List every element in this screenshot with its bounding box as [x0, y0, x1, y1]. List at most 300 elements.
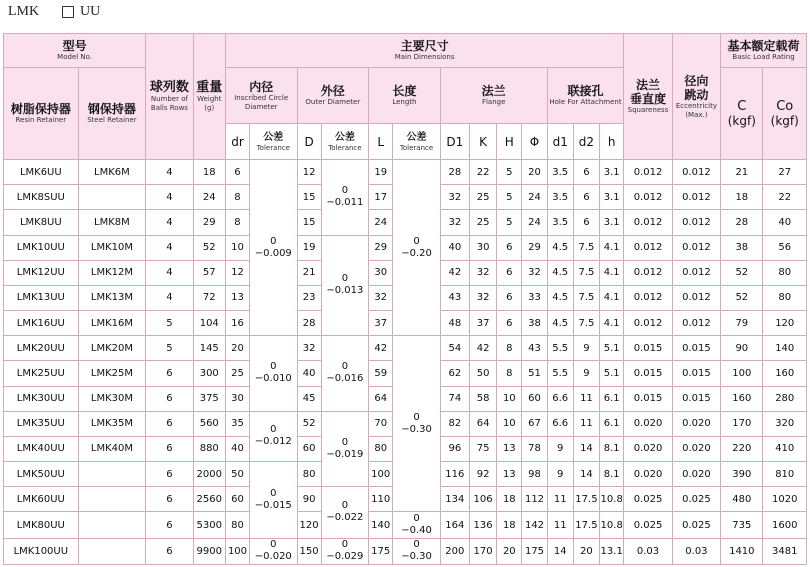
L-tolerance-cell: 0 −0.20	[393, 160, 440, 336]
squareness-cell: 0.015	[624, 361, 672, 386]
flange-K-cell: 136	[469, 512, 496, 538]
load-c-cell: 1410	[721, 538, 763, 564]
flange-K-cell: 37	[469, 311, 496, 336]
flange-D1-cell: 74	[440, 386, 469, 411]
model-no-header: 型号 Model No.	[4, 34, 146, 68]
dr-cell: 10	[225, 235, 249, 260]
D-tolerance-header: 公差 Tolerance	[321, 124, 368, 160]
load-c-cell: 79	[721, 311, 763, 336]
weight-cell: 5300	[193, 512, 225, 538]
table-row	[4, 538, 807, 564]
dr-cell: 100	[225, 538, 249, 564]
hole-d2-cell: 6	[573, 210, 599, 235]
weight-cell: 880	[193, 436, 225, 461]
hole-d2-symbol: d2	[573, 124, 599, 160]
squareness-cell: 0.03	[624, 538, 672, 564]
eccentricity-cell: 0.03	[672, 538, 720, 564]
steel-model-cell	[78, 538, 146, 564]
flange-K-cell: 25	[469, 210, 496, 235]
flange-D1-cell: 116	[440, 462, 469, 487]
balls-rows-cell: 6	[146, 361, 193, 386]
dr-cell: 60	[225, 487, 249, 512]
flange-H-cell: 13	[497, 462, 522, 487]
load-co-cell: 120	[763, 311, 807, 336]
weight-cell: 2560	[193, 487, 225, 512]
hole-d2-cell: 14	[573, 436, 599, 461]
flange-K-cell: 75	[469, 436, 496, 461]
hole-h-cell: 10.8	[600, 512, 624, 538]
D-cell: 52	[297, 411, 321, 436]
flange-K-cell: 32	[469, 285, 496, 310]
flange-H-cell: 5	[497, 185, 522, 210]
dr-cell: 16	[225, 311, 249, 336]
flange-K-cell: 106	[469, 487, 496, 512]
load-co-cell: 56	[763, 235, 807, 260]
D-cell: 40	[297, 361, 321, 386]
load-co-header: Co (kgf)	[763, 68, 807, 160]
load-co-cell: 1600	[763, 512, 807, 538]
squareness-cell: 0.025	[624, 512, 672, 538]
hole-h-cell: 5.1	[600, 361, 624, 386]
resin-model-cell: LMK8SUU	[4, 185, 79, 210]
weight-cell: 57	[193, 260, 225, 285]
flange-H-cell: 10	[497, 411, 522, 436]
flange-phi-cell: 38	[522, 311, 547, 336]
inner-diameter-header: 内径 Inscribed Circle Diameter	[225, 68, 297, 124]
flange-H-cell: 20	[497, 538, 522, 564]
hole-d1-cell: 3.5	[547, 160, 573, 185]
dr-tolerance-cell: 0 −0.020	[250, 538, 297, 564]
resin-model-cell: LMK100UU	[4, 538, 79, 564]
D-cell: 15	[297, 210, 321, 235]
steel-model-cell	[78, 487, 146, 512]
dr-cell: 40	[225, 436, 249, 461]
load-c-cell: 170	[721, 411, 763, 436]
eccentricity-cell: 0.020	[672, 436, 720, 461]
load-co-cell: 80	[763, 260, 807, 285]
hole-d1-cell: 9	[547, 462, 573, 487]
flange-H-cell: 6	[497, 285, 522, 310]
balls-rows-cell: 6	[146, 411, 193, 436]
load-c-cell: 21	[721, 160, 763, 185]
hole-d2-cell: 6	[573, 160, 599, 185]
hole-h-cell: 3.1	[600, 160, 624, 185]
balls-rows-cell: 4	[146, 285, 193, 310]
L-cell: 37	[369, 311, 393, 336]
dr-tolerance-header: 公差 Tolerance	[250, 124, 297, 160]
flange-H-cell: 18	[497, 487, 522, 512]
hole-d2-cell: 20	[573, 538, 599, 564]
main-dimensions-header: 主要尺寸 Main Dimensions	[225, 34, 623, 68]
hole-d2-cell: 7.5	[573, 235, 599, 260]
hole-d1-cell: 3.5	[547, 185, 573, 210]
flange-D1-cell: 48	[440, 311, 469, 336]
load-co-cell: 27	[763, 160, 807, 185]
hole-d2-cell: 7.5	[573, 260, 599, 285]
dr-cell: 20	[225, 336, 249, 361]
load-c-cell: 160	[721, 386, 763, 411]
hole-d2-cell: 7.5	[573, 311, 599, 336]
flange-H-cell: 10	[497, 386, 522, 411]
flange-D1-cell: 62	[440, 361, 469, 386]
eccentricity-cell: 0.020	[672, 411, 720, 436]
flange-header: 法兰 Flange	[440, 68, 547, 124]
D-cell: 21	[297, 260, 321, 285]
L-cell: 32	[369, 285, 393, 310]
squareness-cell: 0.012	[624, 210, 672, 235]
D-cell: 120	[297, 512, 321, 538]
load-c-cell: 390	[721, 462, 763, 487]
flange-phi-cell: 175	[522, 538, 547, 564]
resin-model-cell: LMK12UU	[4, 260, 79, 285]
flange-phi-cell: 29	[522, 235, 547, 260]
load-rating-header: 基本额定载荷 Basic Load Rating	[721, 34, 807, 68]
steel-model-cell: LMK16M	[78, 311, 146, 336]
steel-model-cell	[78, 185, 146, 210]
load-c-header: C (kgf)	[721, 68, 763, 160]
steel-model-cell: LMK35M	[78, 411, 146, 436]
flange-D1-cell: 32	[440, 210, 469, 235]
flange-K-cell: 92	[469, 462, 496, 487]
load-co-cell: 3481	[763, 538, 807, 564]
dr-cell: 8	[225, 185, 249, 210]
flange-H-symbol: H	[497, 124, 522, 160]
flange-K-cell: 58	[469, 386, 496, 411]
table-row	[4, 512, 807, 538]
steel-model-cell: LMK20M	[78, 336, 146, 361]
balls-rows-cell: 4	[146, 185, 193, 210]
L-tolerance-cell: 0 −0.30	[393, 538, 440, 564]
flange-phi-cell: 24	[522, 210, 547, 235]
weight-cell: 104	[193, 311, 225, 336]
flange-phi-cell: 20	[522, 160, 547, 185]
hole-d1-cell: 3.5	[547, 210, 573, 235]
flange-phi-cell: 67	[522, 411, 547, 436]
dr-tolerance-cell: 0 −0.009	[250, 160, 297, 336]
squareness-cell: 0.015	[624, 336, 672, 361]
D-cell: 80	[297, 462, 321, 487]
squareness-header: 法兰 垂直度 Squareness	[624, 34, 672, 160]
flange-D1-cell: 43	[440, 285, 469, 310]
balls-rows-cell: 6	[146, 462, 193, 487]
hole-d2-cell: 9	[573, 361, 599, 386]
flange-K-cell: 25	[469, 185, 496, 210]
load-co-cell: 320	[763, 411, 807, 436]
squareness-cell: 0.012	[624, 311, 672, 336]
steel-model-cell: LMK30M	[78, 386, 146, 411]
spec-table	[3, 33, 807, 565]
load-co-cell: 80	[763, 285, 807, 310]
hole-d2-cell: 11	[573, 411, 599, 436]
load-co-cell: 1020	[763, 487, 807, 512]
hole-d1-cell: 4.5	[547, 260, 573, 285]
hole-d1-cell: 4.5	[547, 285, 573, 310]
squareness-cell: 0.012	[624, 260, 672, 285]
resin-model-cell: LMK16UU	[4, 311, 79, 336]
L-symbol: L	[369, 124, 393, 160]
L-tolerance-header: 公差 Tolerance	[393, 124, 440, 160]
resin-model-cell: LMK30UU	[4, 386, 79, 411]
balls-rows-cell: 4	[146, 235, 193, 260]
balls-rows-cell: 6	[146, 386, 193, 411]
hole-d2-cell: 6	[573, 185, 599, 210]
hole-h-cell: 4.1	[600, 235, 624, 260]
flange-K-symbol: K	[469, 124, 496, 160]
load-c-cell: 220	[721, 436, 763, 461]
flange-H-cell: 6	[497, 235, 522, 260]
hole-d1-cell: 6.6	[547, 411, 573, 436]
weight-cell: 24	[193, 185, 225, 210]
L-cell: 24	[369, 210, 393, 235]
weight-cell: 52	[193, 235, 225, 260]
flange-K-cell: 42	[469, 336, 496, 361]
weight-cell: 375	[193, 386, 225, 411]
D-tolerance-cell: 0 −0.016	[321, 336, 368, 412]
D-cell: 60	[297, 436, 321, 461]
D-cell: 28	[297, 311, 321, 336]
eccentricity-cell: 0.015	[672, 386, 720, 411]
hole-d1-symbol: d1	[547, 124, 573, 160]
weight-header: 重量 Weight (g)	[193, 34, 225, 160]
eccentricity-cell: 0.015	[672, 336, 720, 361]
load-c-cell: 100	[721, 361, 763, 386]
dr-cell: 30	[225, 386, 249, 411]
weight-cell: 560	[193, 411, 225, 436]
steel-model-cell: LMK6M	[78, 160, 146, 185]
squareness-cell: 0.025	[624, 487, 672, 512]
steel-model-cell	[78, 512, 146, 538]
model-series-label: LMK	[8, 4, 40, 19]
outer-diameter-header: 外径 Outer Diameter	[297, 68, 369, 124]
dr-tolerance-cell: 0 −0.010	[250, 336, 297, 412]
D-cell: 19	[297, 235, 321, 260]
D-symbol: D	[297, 124, 321, 160]
flange-K-cell: 50	[469, 361, 496, 386]
eccentricity-cell: 0.012	[672, 185, 720, 210]
eccentricity-cell: 0.012	[672, 160, 720, 185]
load-co-cell: 810	[763, 462, 807, 487]
D-cell: 45	[297, 386, 321, 411]
flange-phi-cell: 24	[522, 185, 547, 210]
steel-model-cell: LMK13M	[78, 285, 146, 310]
hole-h-cell: 13.1	[600, 538, 624, 564]
hole-d1-cell: 5.5	[547, 336, 573, 361]
weight-cell: 9900	[193, 538, 225, 564]
hole-h-cell: 10.8	[600, 487, 624, 512]
steel-model-cell: LMK8M	[78, 210, 146, 235]
flange-K-cell: 30	[469, 235, 496, 260]
resin-model-cell: LMK6UU	[4, 160, 79, 185]
flange-phi-cell: 43	[522, 336, 547, 361]
flange-D1-cell: 82	[440, 411, 469, 436]
weight-cell: 145	[193, 336, 225, 361]
steel-model-cell: LMK12M	[78, 260, 146, 285]
D-tolerance-cell: 0 −0.022	[321, 487, 368, 538]
flange-D1-cell: 54	[440, 336, 469, 361]
D-cell: 23	[297, 285, 321, 310]
flange-phi-cell: 142	[522, 512, 547, 538]
flange-D1-cell: 40	[440, 235, 469, 260]
squareness-cell: 0.020	[624, 436, 672, 461]
flange-phi-cell: 112	[522, 487, 547, 512]
flange-phi-cell: 78	[522, 436, 547, 461]
eccentricity-cell: 0.015	[672, 361, 720, 386]
resin-model-cell: LMK20UU	[4, 336, 79, 361]
flange-K-cell: 64	[469, 411, 496, 436]
hole-d2-cell: 7.5	[573, 285, 599, 310]
L-cell: 175	[369, 538, 393, 564]
balls-rows-cell: 6	[146, 487, 193, 512]
flange-H-cell: 6	[497, 260, 522, 285]
weight-cell: 300	[193, 361, 225, 386]
uu-checkbox-icon	[62, 6, 74, 18]
steel-model-cell: LMK40M	[78, 436, 146, 461]
length-header: 长度 Length	[369, 68, 441, 124]
hole-d2-cell: 14	[573, 462, 599, 487]
hole-d1-cell: 9	[547, 436, 573, 461]
eccentricity-cell: 0.025	[672, 487, 720, 512]
flange-D1-cell: 28	[440, 160, 469, 185]
flange-K-cell: 170	[469, 538, 496, 564]
resin-model-cell: LMK25UU	[4, 361, 79, 386]
eccentricity-cell: 0.012	[672, 260, 720, 285]
flange-D1-cell: 200	[440, 538, 469, 564]
D-cell: 90	[297, 487, 321, 512]
balls-rows-cell: 4	[146, 160, 193, 185]
flange-H-cell: 8	[497, 361, 522, 386]
dr-tolerance-cell: 0 −0.015	[250, 462, 297, 539]
L-cell: 59	[369, 361, 393, 386]
L-cell: 17	[369, 185, 393, 210]
flange-phi-cell: 32	[522, 260, 547, 285]
steel-retainer-header: 钢保持器 Steel Retainer	[78, 68, 146, 160]
L-cell: 19	[369, 160, 393, 185]
L-tolerance-cell: 0 −0.40	[393, 512, 440, 538]
squareness-cell: 0.020	[624, 411, 672, 436]
hole-h-cell: 8.1	[600, 436, 624, 461]
hole-d1-cell: 4.5	[547, 311, 573, 336]
L-cell: 42	[369, 336, 393, 361]
hole-h-cell: 4.1	[600, 260, 624, 285]
D-cell: 15	[297, 185, 321, 210]
D-cell: 150	[297, 538, 321, 564]
flange-phi-cell: 51	[522, 361, 547, 386]
hole-d1-cell: 11	[547, 487, 573, 512]
L-cell: 140	[369, 512, 393, 538]
L-cell: 100	[369, 462, 393, 487]
hole-h-cell: 6.1	[600, 411, 624, 436]
dr-symbol: dr	[225, 124, 249, 160]
hole-h-cell: 6.1	[600, 386, 624, 411]
hole-d1-cell: 5.5	[547, 361, 573, 386]
resin-model-cell: LMK10UU	[4, 235, 79, 260]
D-tolerance-cell: 0 −0.011	[321, 160, 368, 236]
hole-h-cell: 5.1	[600, 336, 624, 361]
flange-K-cell: 32	[469, 260, 496, 285]
load-co-cell: 280	[763, 386, 807, 411]
resin-model-cell: LMK35UU	[4, 411, 79, 436]
hole-d1-cell: 4.5	[547, 235, 573, 260]
L-cell: 70	[369, 411, 393, 436]
flange-phi-cell: 33	[522, 285, 547, 310]
dr-cell: 8	[225, 210, 249, 235]
load-c-cell: 38	[721, 235, 763, 260]
dr-cell: 12	[225, 260, 249, 285]
hole-d2-cell: 11	[573, 386, 599, 411]
eccentricity-cell: 0.012	[672, 311, 720, 336]
table-row	[4, 336, 807, 361]
resin-model-cell: LMK8UU	[4, 210, 79, 235]
flange-phi-symbol: Φ	[522, 124, 547, 160]
eccentricity-cell: 0.012	[672, 235, 720, 260]
load-c-cell: 52	[721, 285, 763, 310]
flange-H-cell: 13	[497, 436, 522, 461]
hole-h-symbol: h	[600, 124, 624, 160]
dr-cell: 50	[225, 462, 249, 487]
load-co-cell: 140	[763, 336, 807, 361]
load-c-cell: 735	[721, 512, 763, 538]
steel-model-cell	[78, 462, 146, 487]
hole-h-cell: 3.1	[600, 210, 624, 235]
balls-rows-cell: 5	[146, 336, 193, 361]
hole-d1-cell: 6.6	[547, 386, 573, 411]
flange-D1-cell: 96	[440, 436, 469, 461]
L-cell: 80	[369, 436, 393, 461]
flange-D1-cell: 164	[440, 512, 469, 538]
hole-d2-cell: 17.5	[573, 487, 599, 512]
balls-rows-cell: 6	[146, 512, 193, 538]
load-co-cell: 410	[763, 436, 807, 461]
flange-D1-cell: 134	[440, 487, 469, 512]
load-c-cell: 28	[721, 210, 763, 235]
hole-header: 联接孔 Hole For Attachment	[547, 68, 624, 124]
dr-cell: 35	[225, 411, 249, 436]
resin-model-cell: LMK40UU	[4, 436, 79, 461]
flange-D1-symbol: D1	[440, 124, 469, 160]
load-c-cell: 90	[721, 336, 763, 361]
balls-rows-cell: 4	[146, 210, 193, 235]
eccentricity-cell: 0.020	[672, 462, 720, 487]
flange-D1-cell: 32	[440, 185, 469, 210]
D-cell: 32	[297, 336, 321, 361]
flange-phi-cell: 60	[522, 386, 547, 411]
D-tolerance-cell: 0 −0.013	[321, 235, 368, 336]
steel-model-cell: LMK25M	[78, 361, 146, 386]
flange-H-cell: 5	[497, 160, 522, 185]
steel-model-cell: LMK10M	[78, 235, 146, 260]
hole-d2-cell: 9	[573, 336, 599, 361]
balls-rows-cell: 5	[146, 311, 193, 336]
hole-h-cell: 4.1	[600, 311, 624, 336]
eccentricity-cell: 0.012	[672, 210, 720, 235]
flange-phi-cell: 98	[522, 462, 547, 487]
squareness-cell: 0.012	[624, 235, 672, 260]
dr-cell: 6	[225, 160, 249, 185]
dr-tolerance-cell: 0 −0.012	[250, 411, 297, 461]
L-cell: 64	[369, 386, 393, 411]
hole-h-cell: 4.1	[600, 285, 624, 310]
L-cell: 29	[369, 235, 393, 260]
L-tolerance-cell: 0 −0.30	[393, 336, 440, 512]
load-c-cell: 480	[721, 487, 763, 512]
load-co-cell: 160	[763, 361, 807, 386]
balls-rows-cell: 4	[146, 260, 193, 285]
flange-K-cell: 22	[469, 160, 496, 185]
eccentricity-cell: 0.012	[672, 285, 720, 310]
eccentricity-header: 径向 跳动 Eccentricity (Max.)	[672, 34, 720, 160]
balls-rows-cell: 6	[146, 538, 193, 564]
D-cell: 12	[297, 160, 321, 185]
